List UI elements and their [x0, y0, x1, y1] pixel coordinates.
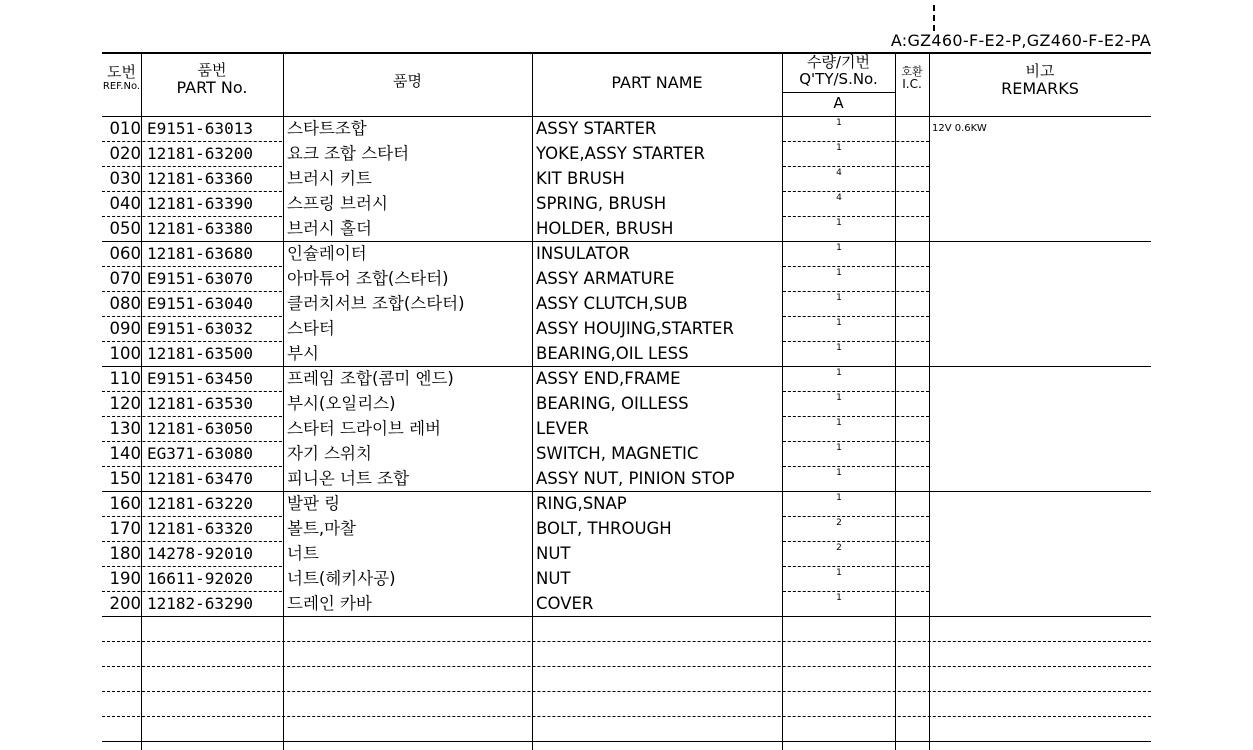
col-divider-ic: [929, 52, 930, 750]
ref-number: 040: [109, 194, 141, 213]
header-qty-model: A: [833, 94, 844, 112]
quantity: 1: [836, 268, 842, 278]
part-number: 12181-63530: [147, 394, 253, 413]
ref-number: 180: [109, 544, 141, 563]
part-name-en: ASSY CLUTCH,SUB: [536, 294, 688, 313]
header-name-en: PART NAME: [611, 73, 703, 92]
header-ref-kr: 도번: [107, 63, 136, 81]
part-number: 12181-63680: [147, 244, 253, 263]
table-bottom-border: [102, 741, 1151, 742]
part-name-en: SWITCH, MAGNETIC: [536, 444, 699, 463]
quantity: 1: [836, 243, 842, 253]
header-ref-en: REF.No.: [102, 80, 141, 92]
part-name-en: RING,SNAP: [536, 494, 627, 513]
part-name-kr: 자기 스위치: [287, 444, 372, 463]
part-name-en: NUT: [536, 544, 571, 563]
part-name-kr: 드레인 카바: [287, 594, 372, 613]
part-number: 12181-63390: [147, 194, 253, 213]
part-name-en: ASSY STARTER: [536, 119, 657, 138]
ref-number: 200: [109, 594, 141, 613]
empty-row-separator: [102, 691, 1151, 692]
part-name-en: BOLT, THROUGH: [536, 519, 672, 538]
ref-number: 190: [109, 569, 141, 588]
header-remarks: [929, 63, 1151, 97]
ref-number: 070: [109, 269, 141, 288]
quantity: 4: [836, 193, 842, 203]
empty-row-separator: [102, 666, 1151, 667]
quantity: 1: [836, 568, 842, 578]
part-number: 12181-63500: [147, 344, 253, 363]
col-divider-qty: [895, 52, 896, 750]
quantity: 1: [836, 143, 842, 153]
quantity: 1: [836, 418, 842, 428]
empty-row-separator: [102, 716, 1151, 717]
part-name-en: INSULATOR: [536, 244, 630, 263]
part-name-kr: 볼트,마찰: [287, 519, 357, 538]
part-name-kr: 클러치서브 조합(스타터): [287, 294, 465, 313]
ref-number: 150: [109, 469, 141, 488]
col-divider-name-kr: [532, 52, 533, 750]
quantity: 2: [836, 543, 842, 553]
ref-number: 110: [109, 369, 141, 388]
part-name-en: ASSY HOUJING,STARTER: [536, 319, 734, 338]
header-qty-en: Q'TY/S.No.: [799, 69, 878, 88]
part-number: 12181-63050: [147, 419, 253, 438]
part-name-kr: 스프링 브러시: [287, 194, 388, 213]
header-ic-en: I.C.: [902, 77, 922, 92]
part-number: 14278-92010: [147, 544, 253, 563]
part-name-kr: 스타터 드라이브 레버: [287, 419, 441, 438]
header-ic: [895, 66, 929, 91]
part-number: 12182-63290: [147, 594, 253, 613]
part-number: E9151-63040: [147, 294, 253, 313]
ref-number: 160: [109, 494, 141, 513]
part-name-kr: 스타트조합: [287, 119, 367, 138]
header-partno: [141, 62, 283, 96]
col-divider-ref: [141, 52, 142, 750]
part-name-en: LEVER: [536, 419, 589, 438]
quantity: 1: [836, 118, 842, 128]
empty-row-separator: [102, 641, 1151, 642]
ref-number: 010: [109, 119, 141, 138]
part-name-en: KIT BRUSH: [536, 169, 625, 188]
ref-number: 130: [109, 419, 141, 438]
part-name-kr: 프레임 조합(콤미 엔드): [287, 369, 454, 388]
part-name-en: ASSY END,FRAME: [536, 369, 681, 388]
qty-subheader-divider: [783, 92, 895, 93]
ref-number: 140: [109, 444, 141, 463]
part-name-en: SPRING, BRUSH: [536, 194, 667, 213]
part-name-en: COVER: [536, 594, 594, 613]
part-number: 12181-63200: [147, 144, 253, 163]
part-number: E9151-63450: [147, 369, 253, 388]
part-number: E9151-63070: [147, 269, 253, 288]
col-divider-partno: [283, 52, 284, 750]
quantity: 1: [836, 393, 842, 403]
part-name-kr: 인슐레이터: [287, 244, 367, 263]
header-qty: [782, 54, 895, 87]
table-top-border: [102, 52, 1151, 54]
table-rows-end-border: [102, 616, 1151, 617]
quantity: 1: [836, 468, 842, 478]
part-name-kr: 스타터: [287, 319, 335, 338]
ref-number: 080: [109, 294, 141, 313]
ref-number: 100: [109, 344, 141, 363]
part-name-en: NUT: [536, 569, 571, 588]
header-ic-kr: 호환: [901, 65, 923, 78]
part-name-kr: 브러시 홀더: [287, 219, 372, 238]
quantity: 1: [836, 593, 842, 603]
part-number: E9151-63013: [147, 119, 253, 138]
part-number: 12181-63220: [147, 494, 253, 513]
ref-number: 060: [109, 244, 141, 263]
part-name-en: HOLDER, BRUSH: [536, 219, 674, 238]
part-name-kr: 피니온 너트 조합: [287, 469, 410, 488]
quantity: 2: [836, 518, 842, 528]
part-number: 12181-63320: [147, 519, 253, 538]
part-name-en: BEARING, OILLESS: [536, 394, 689, 413]
model-header: A:GZ460-F-E2-P,GZ460-F-E2-PA: [890, 31, 1151, 50]
header-remarks-en: REMARKS: [1001, 78, 1079, 98]
part-number: 12181-63360: [147, 169, 253, 188]
header-ref: [102, 64, 141, 92]
part-name-kr: 부시(오일리스): [287, 394, 396, 413]
part-name-en: ASSY NUT, PINION STOP: [536, 469, 735, 488]
part-name-kr: 브러시 키트: [287, 169, 372, 188]
ref-number: 170: [109, 519, 141, 538]
part-name-en: ASSY ARMATURE: [536, 269, 675, 288]
ref-number: 020: [109, 144, 141, 163]
header-partno-en: PART No.: [176, 77, 248, 97]
ref-number: 030: [109, 169, 141, 188]
quantity: 1: [836, 443, 842, 453]
part-name-en: YOKE,ASSY STARTER: [536, 144, 706, 163]
part-number: EG371-63080: [147, 444, 253, 463]
quantity: 1: [836, 493, 842, 503]
part-number: E9151-63032: [147, 319, 253, 338]
quantity: 1: [836, 368, 842, 378]
header-name-kr: 품명: [393, 72, 422, 90]
quantity: 1: [836, 343, 842, 353]
part-name-kr: 발판 링: [287, 494, 341, 513]
part-name-kr: 부시: [287, 344, 319, 363]
header-qty-kr: 수량/기번: [806, 53, 870, 71]
quantity: 1: [836, 218, 842, 228]
remarks: 12V 0.6KW: [932, 123, 987, 134]
dashed-marker: [933, 5, 937, 31]
part-name-en: BEARING,OIL LESS: [536, 344, 689, 363]
part-name-kr: 아마튜어 조합(스타터): [287, 269, 449, 288]
part-number: 12181-63470: [147, 469, 253, 488]
ref-number: 120: [109, 394, 141, 413]
quantity: 1: [836, 318, 842, 328]
ref-number: 050: [109, 219, 141, 238]
header-remarks-kr: 비고: [1025, 62, 1055, 80]
part-number: 12181-63380: [147, 219, 253, 238]
part-number: 16611-92020: [147, 569, 253, 588]
ref-number: 090: [109, 319, 141, 338]
part-name-kr: 너트(헤키사공): [287, 569, 396, 588]
header-partno-kr: 품번: [197, 61, 227, 79]
part-name-kr: 너트: [287, 544, 319, 563]
quantity: 4: [836, 168, 842, 178]
part-name-kr: 요크 조합 스타터: [287, 144, 410, 163]
quantity: 1: [836, 293, 842, 303]
